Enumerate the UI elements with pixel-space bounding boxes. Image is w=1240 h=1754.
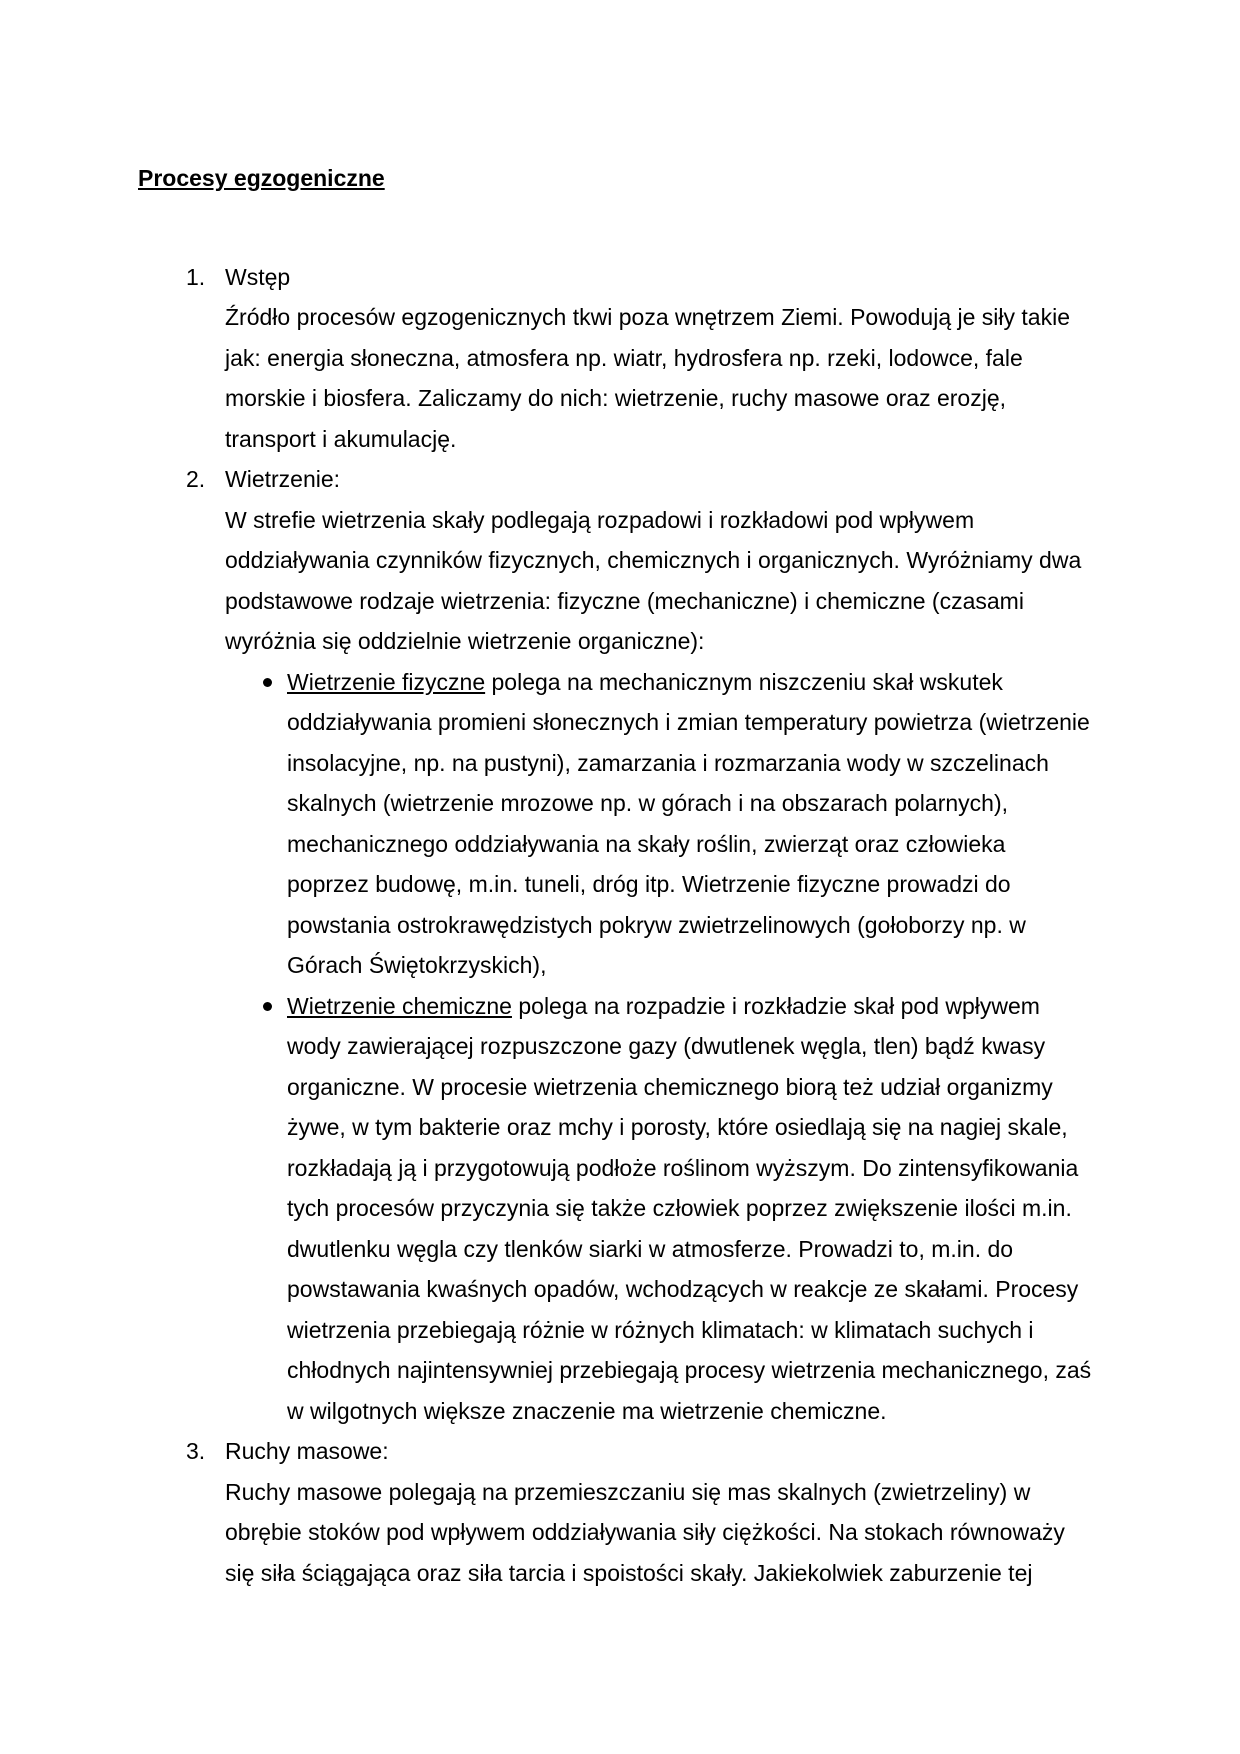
list-item-wstep: [138, 257, 1092, 460]
list-item-body: [225, 1431, 1092, 1593]
list-item-wietrzenie: [138, 459, 1092, 1431]
bullet-text: [287, 662, 1092, 986]
bullet-item-wietrzenie-fizyczne: [225, 662, 1092, 986]
list-item-number: 2.: [186, 466, 206, 492]
list-item-number: 1.: [186, 263, 206, 290]
list-item-paragraph: W strefie wietrzenia skały podlegają rozpadowi i rozkładowi pod wpływem oddziaływania czynników fizycznych, chemicznych i organicznych. Wyróżniamy dwa podstawowe rodzaje wietrzenia: fizyczne (mechaniczne) i chemiczne (czasami wyróżnia się oddzielnie wietrzenie organiczne):: [225, 506, 1082, 654]
list-item-body: [225, 257, 1092, 460]
bullet-marker: [225, 986, 287, 1432]
list-item-heading: Wietrzenie:: [225, 466, 341, 492]
numbered-list: [138, 257, 1092, 1594]
bullet-lead-underlined: Wietrzenie chemiczne: [287, 992, 512, 1019]
bullet-lead-underlined: Wietrzenie fizyczne: [287, 668, 486, 695]
list-item-body: [225, 459, 1092, 1431]
bullet-marker: [225, 662, 287, 986]
list-item-paragraph: Ruchy masowe polegają na przemieszczaniu się mas skalnych (zwietrzeliny) w obrębie stoków pod wpływem oddziaływania siły ciężkości. Na stokach równoważy się siła ściągająca oraz siła tarcia i spoistości skały. Jakiekolwiek zaburzenie tej: [225, 1478, 1065, 1586]
bullet-dot-icon: [263, 678, 272, 687]
bullet-body-text: polega na mechanicznym niszczeniu skał wskutek oddziaływania promieni słonecznych i zmian temperatury powietrza (wietrzenie insolacyjne, np. na pustyni), zamarzania i rozmarzania wody w szczelinach skalnych (wietrzenie mrozowe np. w górach i na obszarach polarnych), mechanicznego oddziaływania na skały roślin, zwierząt oraz człowieka poprzez budowę, m.in. tuneli, dróg itp. Wietrzenie fizyczne prowadzi do powstania ostrokrawędzistych pokryw zwietrzelinowych (gołoborzy np. w Górach Świętokrzyskich),: [287, 668, 1090, 978]
bullet-list: [225, 662, 1092, 1432]
list-item-heading: Ruchy masowe:: [225, 1438, 389, 1464]
bullet-text: [287, 986, 1092, 1432]
list-item-paragraph: Źródło procesów egzogenicznych tkwi poza wnętrzem Ziemi. Powodują je siły takie jak: energia słoneczna, atmosfera np. wiatr, hydrosfera np. rzeki, lodowce, fale morskie i biosfera. Zaliczamy do nich: wietrzenie, ruchy masowe oraz erozję, transport i akumulację.: [225, 304, 1070, 452]
bullet-item-wietrzenie-chemiczne: [225, 986, 1092, 1432]
list-item-ruchy-masowe: [138, 1431, 1092, 1593]
bullet-body-text: polega na rozpadzie i rozkładzie skał pod wpływem wody zawierającej rozpuszczone gazy (dwutlenek węgla, tlen) bądź kwasy organiczne. W procesie wietrzenia chemicznego biorą też udział organizmy żywe, w tym bakterie oraz mchy i porosty, które osiedlają się na nagiej skale, rozkładają ją i przygotowują podłoże roślinom wyższym. Do zintensyfikowania tych procesów przyczynia się także człowiek poprzez zwiększenie ilości m.in. dwutlenku węgla czy tlenków siarki w atmosferze. Prowadzi to, m.in. do powstawania kwaśnych opadów, wchodzących w reakcje ze skałami. Procesy wietrzenia przebiegają różnie w różnych klimatach: w klimatach suchych i chłodnych najintensywniej przebiegają procesy wietrzenia mechanicznego, zaś w wilgotnych większe znaczenie ma wietrzenie chemiczne.: [287, 992, 1092, 1424]
list-item-number: 3.: [186, 1438, 206, 1464]
bullet-dot-icon: [263, 1002, 272, 1011]
list-item-heading: Wstęp: [225, 263, 291, 290]
document-title: Procesy egzogeniczne: [138, 165, 385, 191]
